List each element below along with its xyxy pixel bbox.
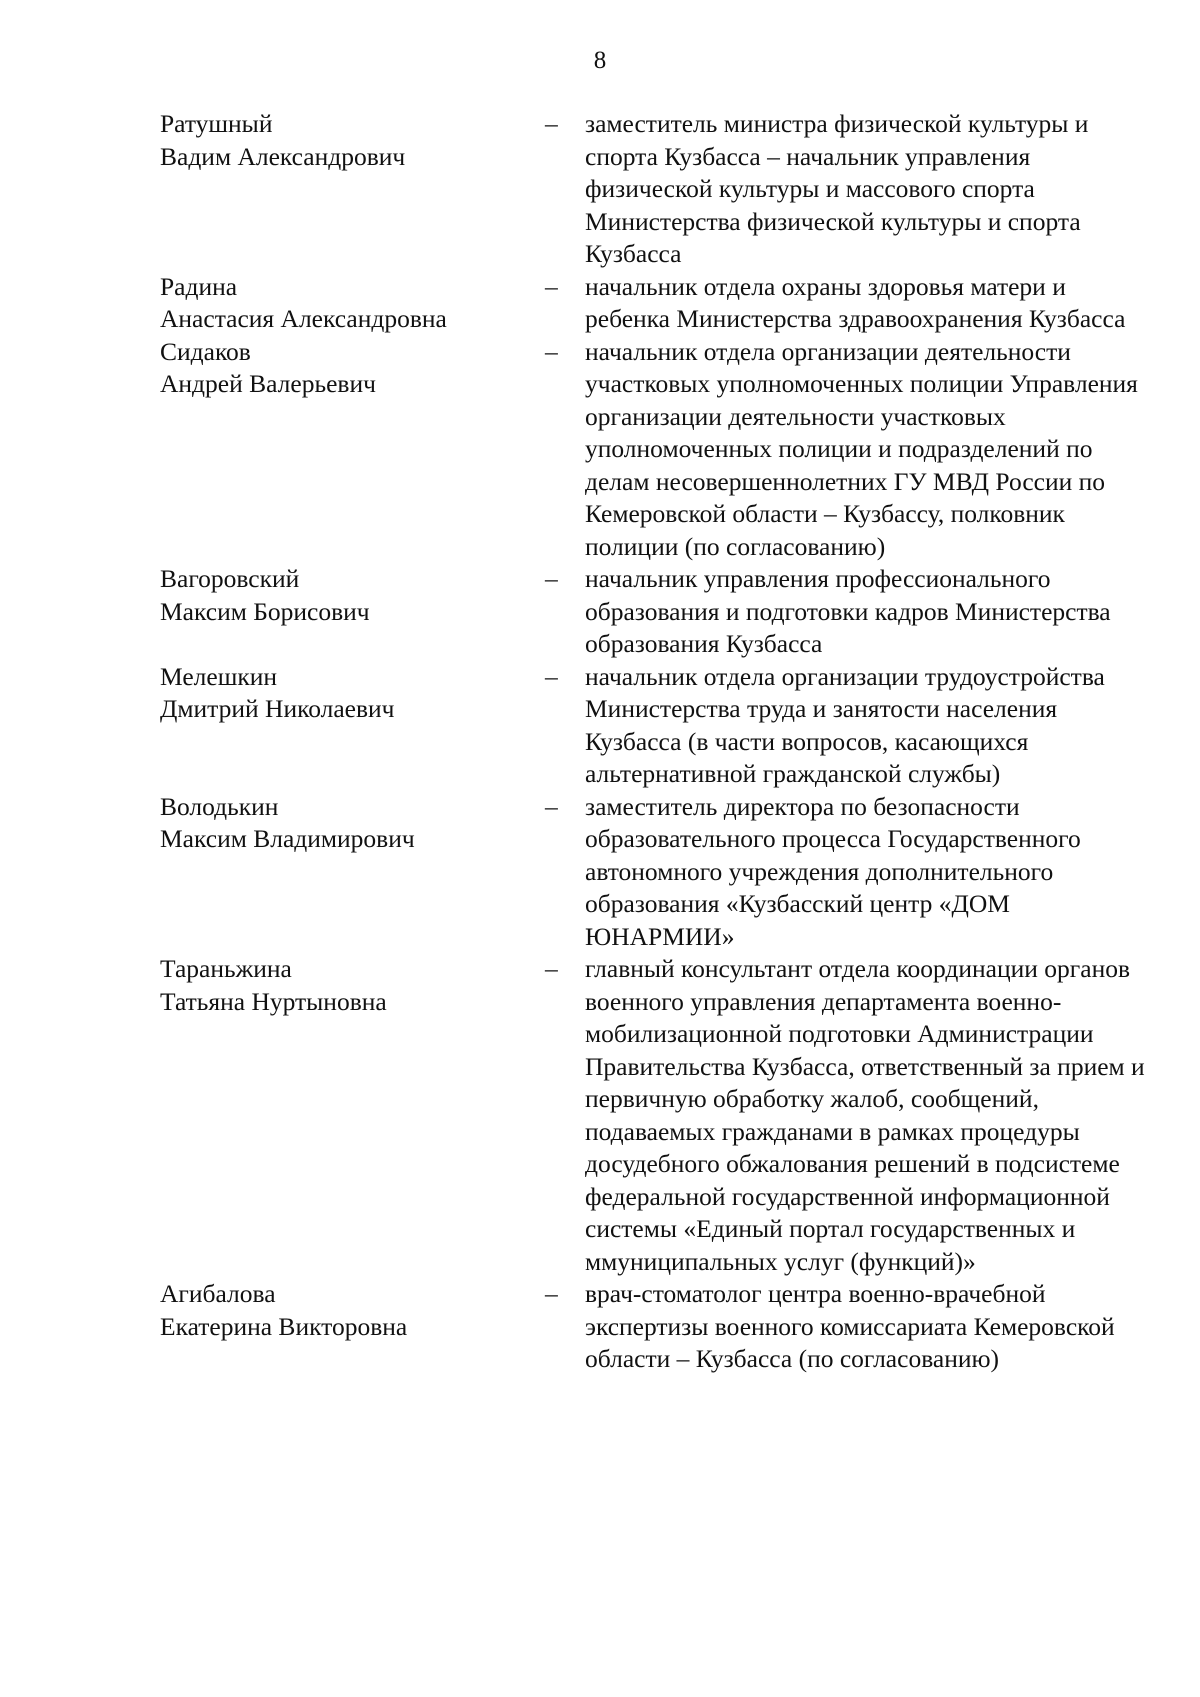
dash-separator: – <box>545 336 558 366</box>
member-given-names: Анастасия Александровна <box>160 304 447 333</box>
member-given-names: Вадим Александрович <box>160 141 406 171</box>
member-row <box>0 661 1200 791</box>
member-position: начальник отдела организации трудоустройства Министерства труда и занятости населения Кузбасса (в части вопросов, касающихся альтернативной гражданской службы) <box>585 661 1105 788</box>
member-position: врач-стоматолог центра военно-врачебной экспертизы военного комиссариата Кемеровской области – Кузбасса (по согласованию) <box>585 1279 1115 1373</box>
member-given-names: Максим Владимирович <box>160 824 415 853</box>
member-position: начальник отдела организации деятельности участковых уполномоченных полиции Управления организации деятельности участковых уполномоченных полиции и подразделений по делам несовершеннолетних ГУ МВД России по Кемеровской области – Кузбассу, полковник полиции (по согласованию) <box>585 336 1138 561</box>
dash-separator: – <box>545 1279 558 1308</box>
member-surname: Ратушный <box>160 109 273 138</box>
member-name <box>160 563 545 628</box>
member-name <box>160 271 545 336</box>
member-row <box>0 336 1200 564</box>
member-position: начальник управления профессионального образования и подготовки кадров Министерства образования Кузбасса <box>585 564 1111 658</box>
member-surname: Тараньжина <box>160 954 292 983</box>
dash-separator: – <box>545 109 558 138</box>
member-given-names: Татьяна Нуртыновна <box>160 986 387 1016</box>
member-name <box>160 661 545 726</box>
member-name <box>160 953 545 1018</box>
member-surname: Володькин <box>160 791 279 821</box>
member-row <box>0 108 1200 271</box>
member-given-names: Андрей Валерьевич <box>160 369 376 398</box>
member-given-names: Дмитрий Николаевич <box>160 694 395 723</box>
member-given-names: Екатерина Викторовна <box>160 1311 408 1341</box>
member-surname: Вагоровский <box>160 564 300 593</box>
member-name <box>160 1278 545 1343</box>
member-list <box>0 108 1200 1376</box>
dash-separator: – <box>545 271 558 301</box>
member-surname: Радина <box>160 271 238 301</box>
dash-separator: – <box>545 791 558 821</box>
member-row <box>0 953 1200 1278</box>
page-number: 8 <box>593 47 607 74</box>
member-position: заместитель директора по безопасности образовательного процесса Государственного автономного учреждения дополнительного образования «Кузбасский центр «ДОМ ЮНАРМИИ» <box>585 791 1081 951</box>
member-name <box>160 108 545 173</box>
member-row <box>0 791 1200 954</box>
member-row <box>0 563 1200 661</box>
member-row <box>0 1278 1200 1376</box>
member-given-names: Максим Борисович <box>160 596 370 626</box>
member-surname: Мелешкин <box>160 661 278 691</box>
member-surname: Агибалова <box>160 1279 276 1308</box>
dash-separator: – <box>545 954 558 983</box>
member-surname: Сидаков <box>160 336 251 366</box>
member-name <box>160 336 545 401</box>
dash-separator: – <box>545 564 558 593</box>
member-position: заместитель министра физической культуры и спорта Кузбасса – начальник управления физической культуры и массового спорта Министерства физической культуры и спорта Кузбасса <box>585 109 1089 268</box>
dash-separator: – <box>545 661 558 691</box>
member-position: главный консультант отдела координации органов военного управления департамента военно-мобилизационной подготовки Администрации Правительства Кузбасса, ответственный за прием и первичную обработку жалоб, сообщений, подаваемых гражданами в рамках процедуры досудебного обжалования решений в подсистеме федеральной государственной информационной системы «Единый портал государственных и ммуниципальных услуг (функций)» <box>585 954 1145 1276</box>
member-position: начальник отдела охраны здоровья матери и ребенка Министерства здравоохранения Кузбасса <box>585 271 1126 333</box>
member-row <box>0 271 1200 336</box>
member-name <box>160 791 545 856</box>
